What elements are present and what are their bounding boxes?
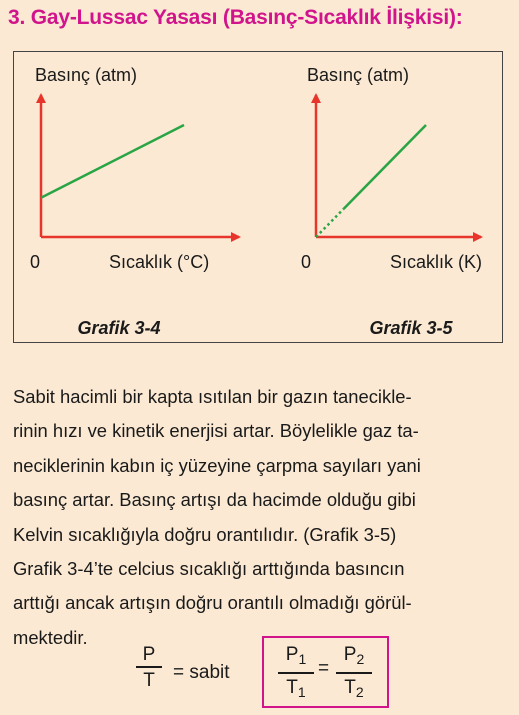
data-line: [41, 125, 184, 198]
paragraph-line: neciklerinin kabın iç yüzeyine çarpma sayıları yani: [13, 454, 421, 476]
fraction-p-over-t: [136, 644, 162, 694]
graphs-figure: [14, 52, 504, 344]
fraction-numerator: [278, 642, 314, 672]
section-heading: 3. Gay-Lussac Yasası (Basınç-Sıcaklık İlişkisi):: [8, 6, 463, 29]
paragraph-line: basınç artar. Basınç artışı da hacimde olduğu gibi: [13, 489, 416, 511]
x-axis-arrow-icon: [473, 232, 483, 242]
origin-label: 0: [30, 252, 41, 272]
equals-sign: =: [318, 658, 330, 679]
paragraph-line: mektedir.: [13, 626, 88, 648]
x-axis-label: Sıcaklık (K): [390, 252, 483, 272]
fraction-numerator: [336, 642, 372, 672]
symbol-p: P: [285, 644, 299, 665]
paragraph-line: arttığı ancak artışın doğru orantılı olmadığı görül-: [13, 592, 412, 614]
graph-caption: Grafik 3-4: [77, 318, 161, 338]
y-axis-arrow-icon: [36, 93, 46, 103]
paragraph-line: Sabit hacimli bir kapta ısıtılan bir gazın tanecikle-: [13, 386, 412, 407]
fraction-denominator: [278, 674, 314, 706]
subscript: 2: [355, 683, 364, 700]
subscript: 1: [297, 683, 306, 700]
symbol-t: T: [286, 676, 298, 698]
y-axis-label: Basınç (atm): [307, 65, 410, 85]
subscript: 2: [356, 651, 365, 667]
fraction-p1-over-t1: [278, 642, 314, 706]
y-axis-arrow-icon: [311, 93, 321, 103]
explanation-paragraph: [13, 380, 505, 655]
equals-sabit: = sabit: [173, 662, 230, 683]
symbol-t: T: [344, 676, 356, 698]
fraction-denominator: T: [143, 669, 155, 691]
origin-label: 0: [301, 252, 312, 272]
symbol-p: P: [343, 644, 357, 665]
paragraph-line: Kelvin sıcaklığıyla doğru orantılıdır. (Grafik 3-5): [13, 523, 397, 545]
x-axis-arrow-icon: [231, 232, 241, 242]
formula-box: [262, 636, 389, 708]
graph-caption: Grafik 3-5: [369, 318, 453, 338]
paragraph-line: rinin hızı ve kinetik enerjisi artar. Böylelikle gaz ta-: [13, 420, 419, 442]
subscript: 1: [298, 651, 307, 667]
fraction-numerator: P: [142, 644, 156, 665]
fraction-denominator: [336, 674, 372, 706]
fraction-p2-over-t2: [336, 642, 372, 706]
paragraph-line: Grafik 3-4’te celcius sıcaklığı arttığında basıncın: [13, 558, 405, 580]
x-axis-label: Sıcaklık (°C): [109, 252, 210, 272]
extrapolated-line: [316, 209, 344, 237]
figure-box: [13, 51, 503, 343]
y-axis-label: Basınç (atm): [35, 65, 138, 85]
data-line: [344, 125, 427, 209]
